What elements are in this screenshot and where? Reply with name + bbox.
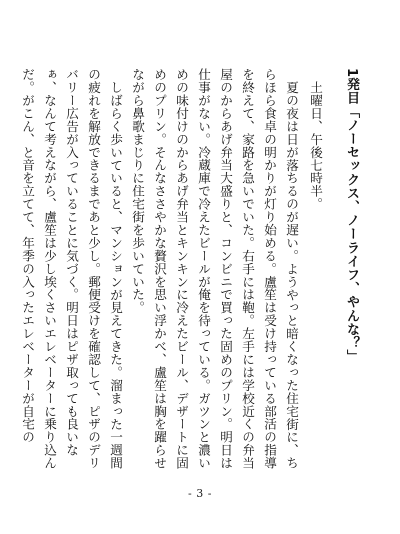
vertical-text-body xyxy=(16,68,362,478)
paragraph-2: 夏の夜は日が落ちるのが遅い。ようやっと暗くなった住宅街に、ちらほら食卓の明かりが灯り始める。盧笙は受け持っている部活の指導を終えて、家路を急いでいた。右手には鞄。左手には学校近くの弁当屋のからあげ弁当大盛りと、コンビニで買った固めのプリン。明日は仕事がない。冷蔵庫で冷えたビールが俺を待っている。ガツンと濃いめの味付けのからあげ弁当とキンキンに冷えたビール、デザートに固めのプリン。そんなささやかな贅沢を思い浮かべ、盧笙は胸を躍らせながら鼻歌まじりに住宅街を歩いていた。 xyxy=(130,68,299,470)
chapter-title: 1発目「ノーセックス、ノーライフ、やんな？」 xyxy=(344,68,359,364)
paragraph-3: しばらく歩いていると、マンションが見えてきた。溜まった一週間の疲れを解放できるまであと少し。郵便受けを確認して、ピザのデリバリー広告が入っていることに気づく。明日はピザ取っても良いなぁ、なんて考えながら、盧笙は少し埃くさいエレベーターに乗り込んだ。がこん、と音を立てて、年季の入ったエレベーターが自宅の xyxy=(20,68,123,470)
paragraph-1: 土曜日、午後七時半。 xyxy=(308,80,323,211)
page-number: - 3 - xyxy=(188,487,212,500)
